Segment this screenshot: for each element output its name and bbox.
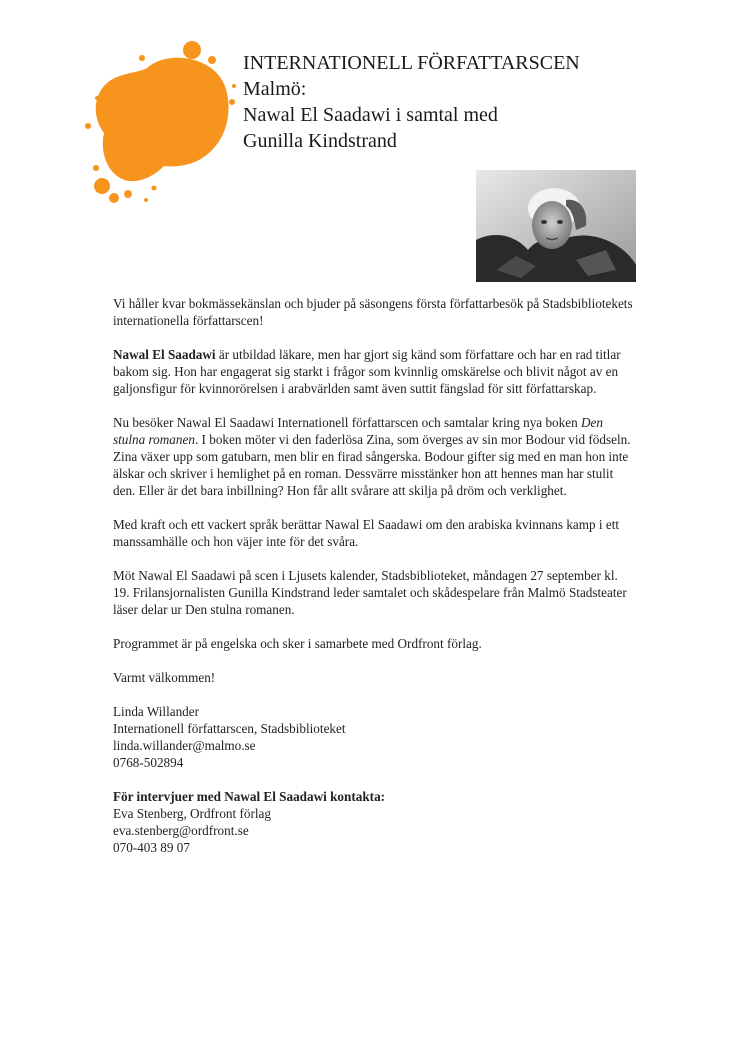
book-title: Den stulna romanen bbox=[113, 415, 603, 447]
header-title: INTERNATIONELL FÖRFATTARSCEN bbox=[243, 52, 580, 74]
header-event-line1: Nawal El Saadawi i samtal med bbox=[243, 104, 498, 126]
contact-org: Internationell författarscen, Stadsbiblioteket bbox=[113, 721, 346, 736]
intro-paragraph: Vi håller kvar bokmässekänslan och bjuder på säsongens första författarbesök på Stadsbibliotekets internationella författarscen! bbox=[113, 296, 633, 328]
theme-paragraph: Med kraft och ett vackert språk berättar Nawal El Saadawi om den arabiska kvinnans kamp i ett manssamhälle och hon väjer inte för det svåra. bbox=[113, 517, 620, 549]
author-bio-paragraph bbox=[113, 346, 633, 397]
author-photo bbox=[476, 170, 636, 282]
contact-block bbox=[113, 703, 633, 771]
interview-contact-name: Eva Stenberg, Ordfront förlag bbox=[113, 806, 271, 821]
interview-contact-email[interactable]: eva.stenberg@ordfront.se bbox=[113, 823, 249, 838]
event-details-paragraph: Möt Nawal El Saadawi på scen i Ljusets kalender, Stadsbiblioteket, måndagen 27 september kl. 19. Frilansjornalisten Gunilla Kindstrand leder samtalet och skådespelare från Malmö Stadsteater läser delar ur Den stulna romanen. bbox=[113, 568, 627, 617]
book-summary-text: . I boken möter vi den faderlösa Zina, som överges av sin mor Bodour vid födseln. Zina växer upp som gatubarn, men blir en firad sångerska. Bodour gifter sig med en man hon inte älskar och skriver i hemlighet på en roman. Dessvärre misstänker hon att hennes man har stulit den. Eller är det bara inbillning? Hon får allt svårare att skilja på dröm och verklighet. bbox=[113, 432, 631, 498]
contact-email[interactable]: linda.willander@malmo.se bbox=[113, 738, 256, 753]
language-paragraph: Programmet är på engelska och sker i samarbete med Ordfront förlag. bbox=[113, 636, 482, 651]
book-paragraph bbox=[113, 414, 633, 499]
header-event-line2: Gunilla Kindstrand bbox=[243, 130, 397, 152]
book-intro-text: Nu besöker Nawal El Saadawi Internationell författarscen och samtalar kring nya boken bbox=[113, 415, 581, 430]
orange-splash-logo bbox=[82, 38, 242, 208]
contact-phone: 0768-502894 bbox=[113, 755, 184, 770]
page-header bbox=[243, 50, 580, 154]
interview-heading: För intervjuer med Nawal El Saadawi kontakta: bbox=[113, 789, 386, 804]
author-name: Nawal El Saadawi bbox=[113, 347, 216, 362]
author-bio-text: är utbildad läkare, men har gjort sig känd som författare och har en rad titlar bakom sig. Hon har engagerat sig starkt i frågor som kvinnlig omskärelse och blivit något av en galjonsfigur för kvinnorörelsen i arabvärlden samt även suttit fängslad för sitt författarskap. bbox=[113, 347, 621, 396]
interview-contact-phone: 070-403 89 07 bbox=[113, 840, 190, 855]
press-release-body bbox=[113, 295, 633, 873]
contact-name: Linda Willander bbox=[113, 704, 200, 719]
interview-contact-block bbox=[113, 788, 633, 856]
header-city: Malmö: bbox=[243, 78, 307, 100]
welcome-paragraph: Varmt välkommen! bbox=[113, 670, 216, 685]
